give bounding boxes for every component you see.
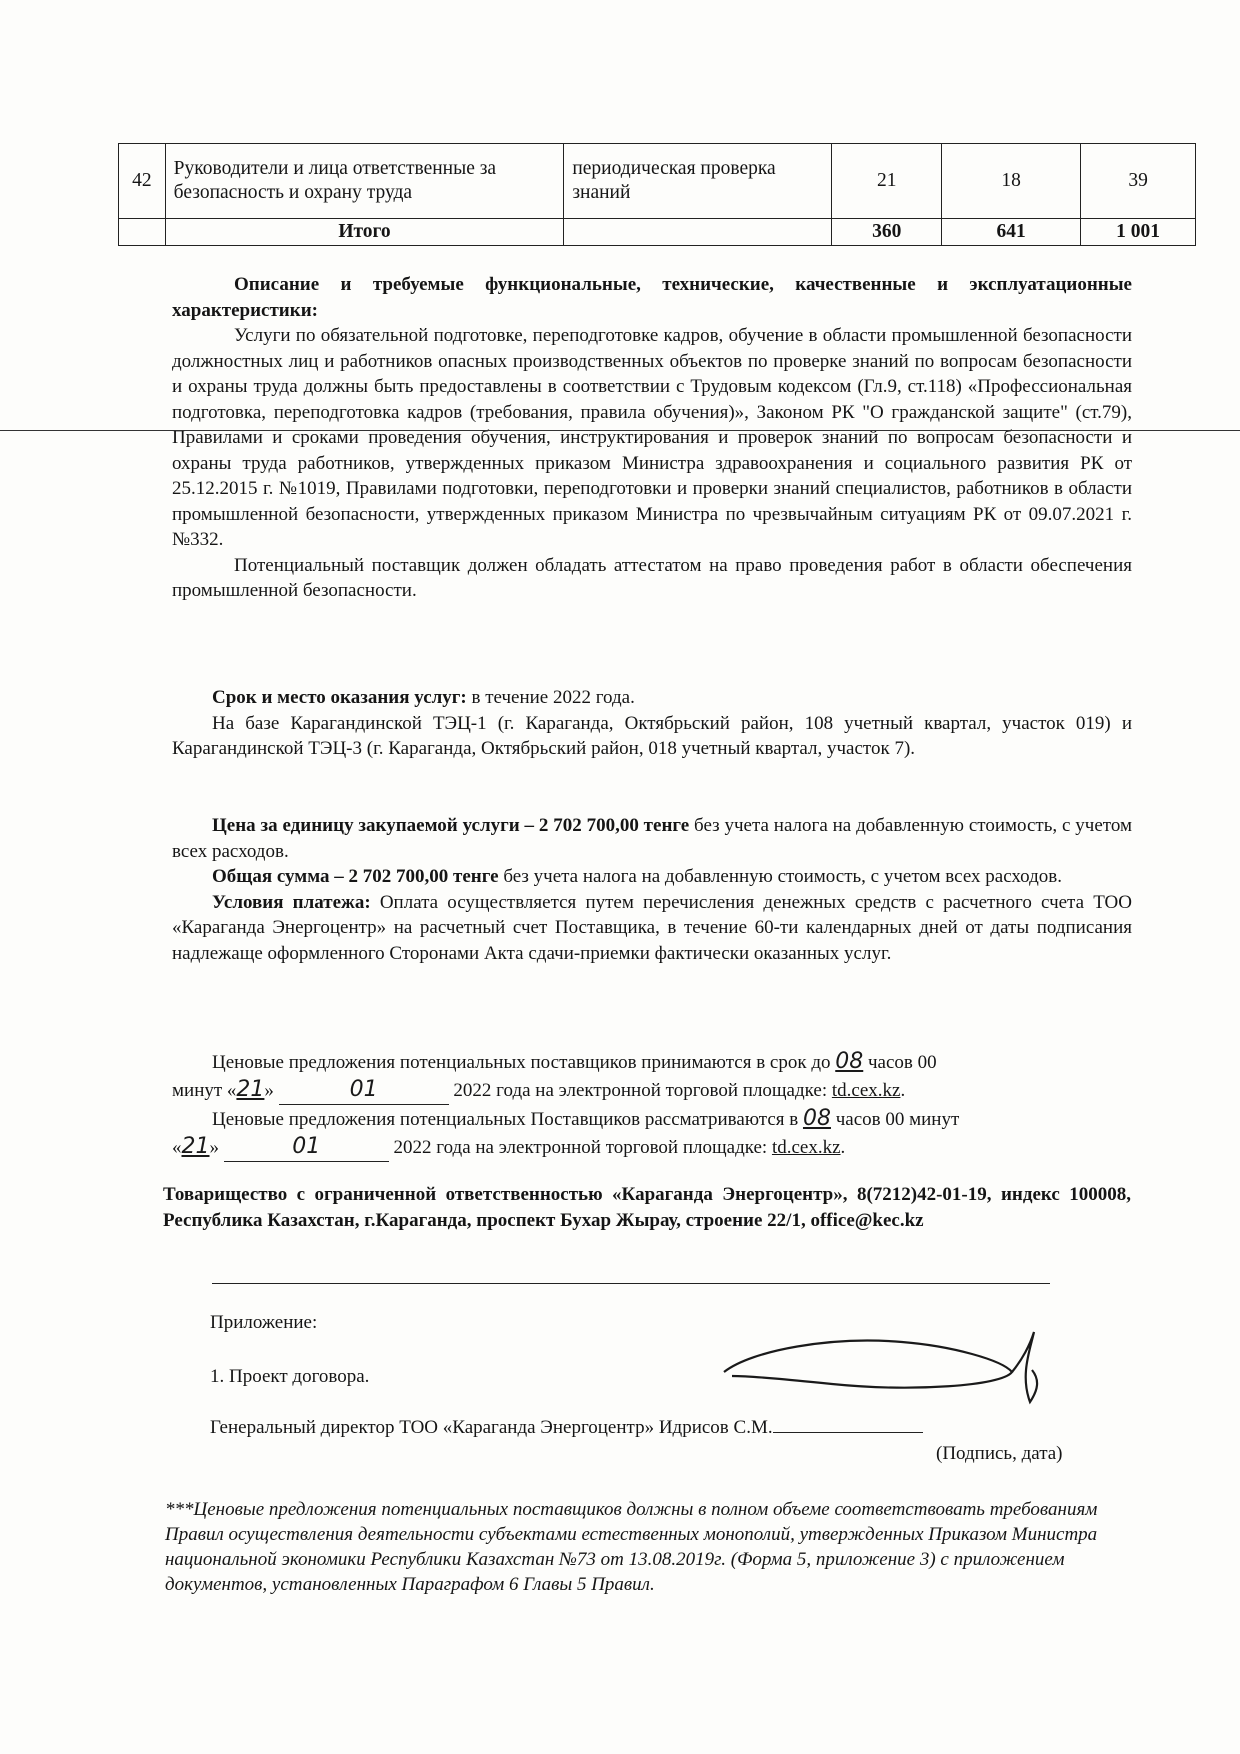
total-value-1: 360 (832, 219, 942, 246)
payment-label: Условия платежа: (212, 891, 371, 913)
attachment-item: 1. Проект договора. (210, 1366, 370, 1387)
total-price: Общая сумма – 2 702 700,00 тенге без учета налога на добавленную стоимость, с учетом всех расходов. (212, 866, 1062, 887)
handwritten-hour-2: 08 (802, 1106, 831, 1131)
term-line (172, 685, 1132, 711)
handwritten-month-2: 01 (292, 1134, 321, 1159)
deadline-line-2: минут «21» 01 2022 года на электронной торговой площадке: td.cex.kz. (172, 1076, 1132, 1105)
signer-line (210, 1414, 923, 1441)
unit-price: Цена за единицу закупаемой услуги – 2 702 700,00 тенге без учета налога на добавленную стоимость, с учетом всех расходов. (172, 815, 1132, 862)
deadline-section (172, 1048, 1132, 1162)
separator-line (212, 1283, 1050, 1284)
row-category: Руководители и лица ответственные за безопасность и охрану труда (165, 144, 564, 219)
deadline-line-4: «21» 01 2022 года на электронной торговой площадке: td.cex.kz. (172, 1133, 1132, 1162)
company-details: Товарищество с ограниченной ответственностью «Караганда Энергоцентр», 8(7212)42-01-19, индекс 100008, Республика Казахстан, г.Караганда, проспект Бухар Жырау, строение 22/1, office@kec.kz (163, 1184, 1131, 1231)
handwritten-day-2: 21 (181, 1134, 210, 1159)
signature-field (773, 1414, 923, 1433)
term-section (172, 685, 1132, 762)
scan-artifact-line (0, 430, 1240, 431)
total-value-3: 1 001 (1081, 219, 1196, 246)
row-value-2: 18 (942, 144, 1081, 219)
deadline-line-1: Ценовые предложения потенциальных поставщиков принимаются в срок до 08 часов 00 (212, 1049, 937, 1074)
row-check-type: периодическая проверка знаний (564, 144, 832, 219)
term-label: Срок и место оказания услуг: (212, 687, 467, 708)
description-paragraph-2: Потенциальный поставщик должен обладать аттестатом на право проведения работ в области обеспечения промышленной безопасности. (172, 554, 1132, 601)
handwritten-hour: 08 (835, 1049, 864, 1074)
signer-text: Генеральный директор ТОО «Караганда Энергоцентр» Идрисов С.М. (210, 1417, 773, 1438)
row-number: 42 (119, 144, 166, 219)
price-section (172, 813, 1132, 966)
signature-caption: (Подпись, дата) (936, 1443, 1063, 1464)
term-place: На базе Карагандинской ТЭЦ-1 (г. Караганда, Октябрьский район, 108 учетный квартал, участок 019) и Карагандинской ТЭЦ-3 (г. Караганда, Октябрьский район, 018 учетный квартал, участок 7). (172, 712, 1132, 759)
payment-terms: Условия платежа: Оплата осуществляется путем перечисления денежных средств с расчетного счета ТОО «Караганда Энергоцентр» на расчетный счет Поставщика, в течение 60-ти календарных дней от даты подписания надлежаще оформленного Сторонами Акта сдачи-приемки фактически оказанных услуг. (172, 891, 1132, 964)
total-label: Итого (165, 219, 564, 246)
total-price-label: Общая сумма – 2 702 700,00 тенге (212, 866, 499, 887)
handwritten-day: 21 (236, 1077, 265, 1102)
signature-graphic (712, 1320, 1072, 1415)
table-row (119, 144, 1196, 219)
trading-platform-link-2[interactable]: td.cex.kz (771, 1137, 841, 1158)
deadline-line-3: Ценовые предложения потенциальных Поставщиков рассматриваются в 08 часов 00 минут (212, 1106, 960, 1131)
attachment-label: Приложение: (210, 1312, 318, 1333)
table-total-row (119, 219, 1196, 246)
trading-platform-link[interactable]: td.cex.kz (831, 1080, 901, 1101)
services-table (118, 143, 1196, 246)
term-value: в течение 2022 года. (466, 687, 635, 708)
row-value-1: 21 (832, 144, 942, 219)
unit-price-label: Цена за единицу закупаемой услуги – 2 702 700,00 тенге (212, 815, 690, 836)
description-section (172, 272, 1132, 604)
footnote: ***Ценовые предложения потенциальных поставщиков должны в полном объеме соответствовать требованиям Правил осуществления деятельности субъектами естественных монополий, утвержденных Приказом Министра национальной экономики Республики Казахстан №73 от 13.08.2019г. (Форма 5, приложение 3) с приложением документов, установленных Параграфом 6 Главы 5 Правил. (165, 1499, 1098, 1595)
total-value-2: 641 (942, 219, 1081, 246)
handwritten-month: 01 (349, 1077, 378, 1102)
description-heading: Описание и требуемые функциональные, технические, качественные и эксплуатационные характеристики: (172, 274, 1132, 321)
row-value-3: 39 (1081, 144, 1196, 219)
description-paragraph-1: Услуги по обязательной подготовке, переподготовке кадров, обучение в области промышленной безопасности должностных лиц и работников опасных производственных объектов по проверке знаний по вопросам безопасности и охраны труда должны быть предоставлены в соответствии с Трудовым кодексом (Гл.9, ст.118) «Профессиональная подготовка, переподготовка кадров (требования, правила обучения)», Законом РК "О гражданской защите" (ст.79), Правилами и сроками проведения обучения, инструктирования и проверок знаний по вопросам безопасности и охраны труда работников, утвержденных приказом Министра здравоохранения и социального развития РК от 25.12.2015 г. №1019, Правилами подготовки, переподготовки и проверки знаний специалистов, работников в области промышленной безопасности, утвержденных приказом Министра по чрезвычайным ситуациям РК от 09.07.2021 г. №332. (172, 325, 1132, 550)
